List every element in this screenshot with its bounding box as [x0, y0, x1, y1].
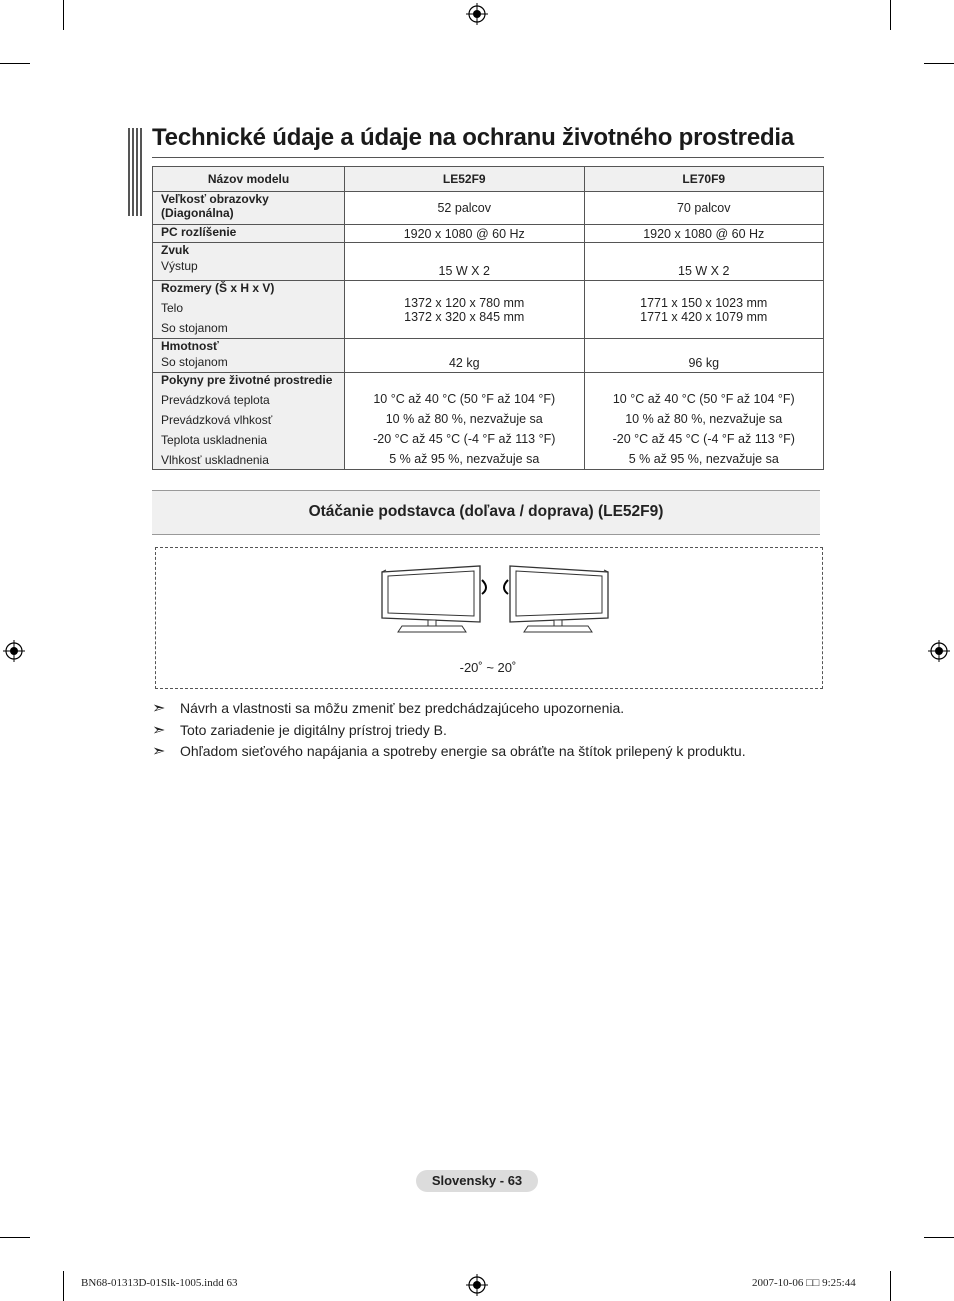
note-item: [152, 700, 746, 722]
value-le70f9: [584, 339, 824, 373]
value-line: 1372 x 320 x 845 mm: [404, 309, 525, 324]
value-le70f9: [584, 373, 824, 470]
value-line: 1771 x 420 x 1079 mm: [640, 309, 768, 324]
registration-mark-icon: [3, 640, 25, 662]
value-line: 15 W X 2: [438, 264, 490, 278]
row-label-sub: Telo: [161, 301, 184, 315]
table-row: [153, 281, 824, 339]
registration-mark-icon: [466, 1274, 488, 1296]
row-label-heading: PC rozlíšenie: [161, 225, 237, 239]
crop-mark: [890, 0, 891, 30]
row-label-heading: (Diagonálna): [161, 206, 234, 220]
arrow-bullet-icon: ➣: [152, 700, 166, 717]
crop-mark: [63, 1271, 64, 1301]
row-label-heading: Zvuk: [161, 243, 190, 257]
row-label: [153, 225, 345, 243]
value-line: 5 % až 95 %, nezvažuje sa: [628, 452, 779, 466]
value-line: 10 °C až 40 °C (50 °F až 104 °F): [373, 392, 556, 406]
value-line: -20 °C až 45 °C (-4 °F až 113 °F): [612, 432, 795, 446]
value-le52f9: [345, 281, 585, 339]
value-line: 10 % až 80 %, nezvažuje sa: [385, 412, 543, 426]
table-row: [153, 339, 824, 373]
value-le52f9: [345, 373, 585, 470]
file-slug: BN68-01313D-01Slk-1005.indd 63: [81, 1277, 238, 1289]
value-line: 1771 x 150 x 1023 mm: [640, 295, 768, 310]
table-header-row: [153, 167, 824, 192]
value-line: 52 palcov: [437, 201, 491, 215]
row-label-heading: Hmotnosť: [161, 339, 219, 353]
crop-mark: [890, 1271, 891, 1301]
registration-mark-icon: [928, 640, 950, 662]
row-label-sub: Teplota uskladnenia: [161, 433, 268, 447]
tv-rotation-illustration: [378, 562, 612, 634]
value-le70f9: [584, 281, 824, 339]
header-le70f9: LE70F9: [584, 167, 824, 192]
crop-mark: [0, 63, 30, 64]
row-label-sub: Vlhkosť uskladnenia: [161, 453, 269, 467]
value-le52f9: [345, 192, 585, 225]
crop-mark: [924, 63, 954, 64]
row-label-sub: So stojanom: [161, 355, 228, 369]
table-row: [153, 243, 824, 281]
row-label-heading: Veľkosť obrazovky: [161, 192, 269, 206]
value-line: 1372 x 120 x 780 mm: [404, 295, 525, 310]
header-le52f9: LE52F9: [345, 167, 585, 192]
row-label: [153, 243, 345, 281]
row-label: [153, 373, 345, 470]
row-label-heading: Rozmery (Š x H x V): [161, 281, 275, 295]
value-le52f9: [345, 243, 585, 281]
value-line: 15 W X 2: [678, 264, 730, 278]
spec-table: [152, 166, 824, 470]
value-line: 70 palcov: [676, 201, 731, 215]
value-le70f9: [584, 243, 824, 281]
date-slug: 2007-10-06 □□ 9:25:44: [752, 1277, 856, 1289]
arrow-bullet-icon: ➣: [152, 743, 166, 760]
value-line: -20 °C až 45 °C (-4 °F až 113 °F): [373, 432, 556, 446]
note-text: Ohľadom sieťového napájania a spotreby energie sa obráťte na štítok prilepený k produktu.: [180, 743, 746, 759]
note-item: [152, 722, 746, 744]
header-model-name: Názov modelu: [153, 167, 345, 192]
table-row: [153, 192, 824, 225]
row-label: [153, 281, 345, 339]
note-text: Toto zariadenie je digitálny prístroj triedy B.: [180, 721, 447, 738]
table-row: [153, 373, 824, 470]
value-le52f9: [345, 339, 585, 373]
page-number-badge: Slovensky - 63: [416, 1170, 538, 1192]
row-label: [153, 192, 345, 225]
rotation-title: Otáčanie podstavca (doľava / doprava) (LE52F9): [308, 503, 664, 520]
registration-mark-icon: [466, 3, 488, 25]
row-label-sub: Prevádzková vlhkosť: [161, 413, 273, 427]
value-le52f9: [345, 225, 585, 243]
value-le70f9: [584, 192, 824, 225]
value-le70f9: [584, 225, 824, 243]
value-line: 96 kg: [688, 356, 720, 370]
row-label-sub: So stojanom: [161, 321, 228, 335]
page-title: Technické údaje a údaje na ochranu životného prostredia: [152, 124, 795, 151]
title-rule: [152, 157, 824, 158]
rotation-angle-label: -20˚ ~ 20˚: [459, 660, 517, 675]
crop-mark: [924, 1237, 954, 1238]
table-row: [153, 225, 824, 243]
row-label-sub: Výstup: [161, 259, 198, 273]
value-line: 1920 x 1080 @ 60 Hz: [403, 226, 525, 241]
note-item: [152, 743, 746, 765]
crop-mark: [63, 0, 64, 30]
title-accent-bar: [128, 128, 144, 216]
row-label-heading: Pokyny pre životné prostredie: [161, 373, 333, 387]
value-line: 5 % až 95 %, nezvažuje sa: [389, 452, 540, 466]
row-label: [153, 339, 345, 373]
value-line: 10 °C až 40 °C (50 °F až 104 °F): [612, 392, 795, 406]
arrow-bullet-icon: ➣: [152, 721, 166, 739]
row-label-sub: Prevádzková teplota: [161, 393, 270, 407]
value-line: 42 kg: [448, 356, 480, 370]
crop-mark: [0, 1237, 30, 1238]
value-line: 1920 x 1080 @ 60 Hz: [643, 226, 765, 241]
value-line: 10 % až 80 %, nezvažuje sa: [625, 412, 783, 426]
note-text: Návrh a vlastnosti sa môžu zmeniť bez predchádzajúceho upozornenia.: [180, 700, 625, 716]
notes-list: [152, 700, 746, 765]
